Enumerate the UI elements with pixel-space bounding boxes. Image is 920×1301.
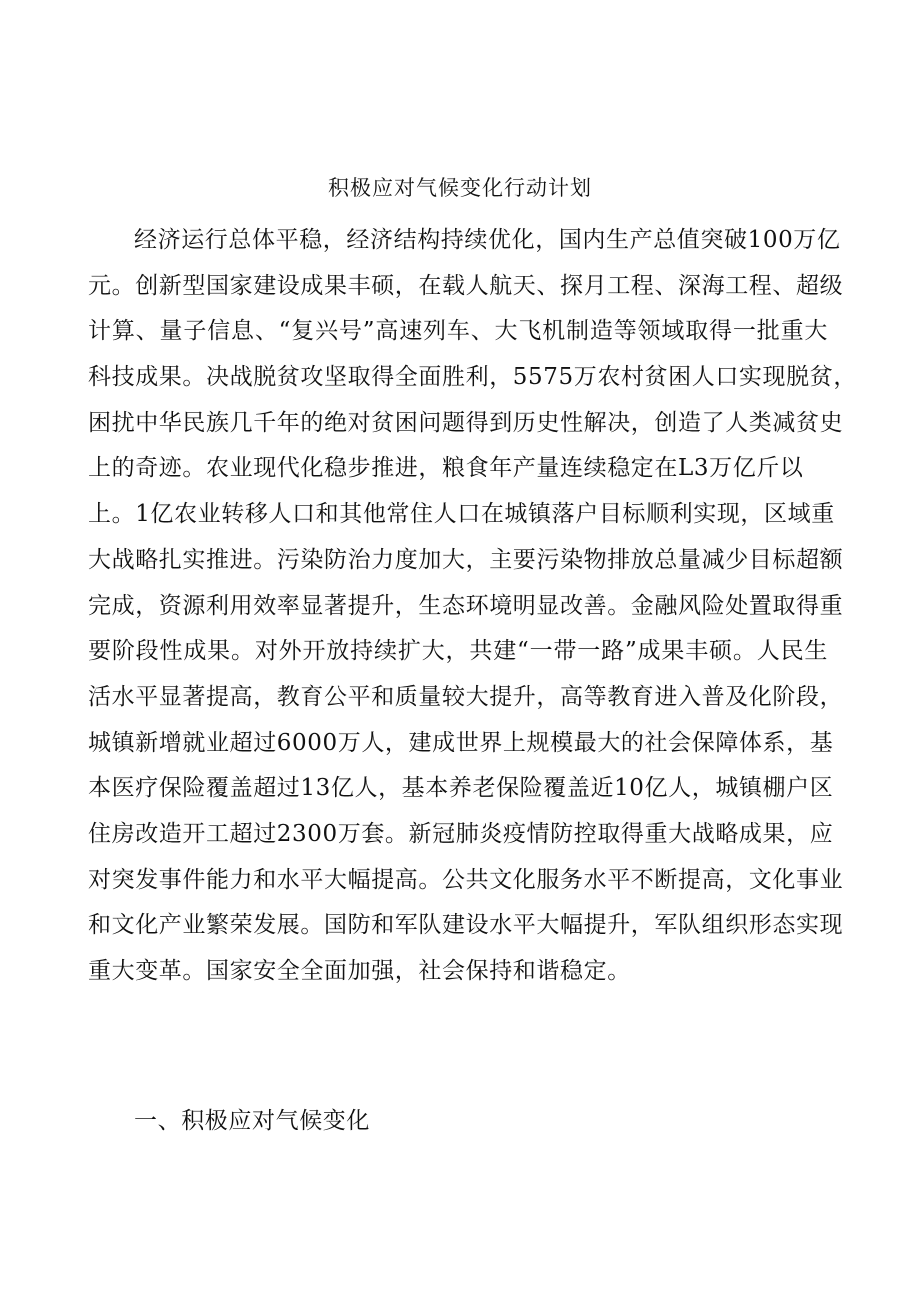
- paragraph-line: 完成，资源利用效率显著提升，生态环境明显改善。金融风险处置取得重: [88, 592, 844, 619]
- paragraph-line: 要阶段性成果。对外开放持续扩大，共建“一带一路”成果丰硕。人民生: [88, 638, 828, 665]
- paragraph-line: 重大变革。国家安全全面加强，社会保持和谐稳定。: [88, 958, 631, 984]
- paragraph-line: 和文化产业繁荣发展。国防和军队建设水平大幅提升，军队组织形态实现: [88, 912, 844, 939]
- paragraph-line: 对突发事件能力和水平大幅提高。公共文化服务水平不断提高，文化事业: [88, 866, 844, 893]
- paragraph-line: 元。创新型国家建设成果丰硕，在载人航天、探月工程、深海工程、超级: [88, 272, 844, 299]
- paragraph-line: 城镇新增就业超过6000万人，建成世界上规模最大的社会保障体系，基: [88, 729, 834, 756]
- paragraph-line: 本医疗保险覆盖超过13亿人，基本养老保险覆盖近10亿人，城镇棚户区: [88, 775, 834, 802]
- document-title: 积极应对气候变化行动计划: [328, 176, 592, 200]
- paragraph-line: 科技成果。决战脱贫攻坚取得全面胜利，5575万农村贫困人口实现脱贫，: [88, 364, 857, 391]
- paragraph-line: 大战略扎实推进。污染防治力度加大，主要污染物排放总量减少目标超额: [88, 546, 844, 573]
- paragraph-line: 困扰中华民族几千年的绝对贫困问题得到历史性解决，创造了人类减贫史: [88, 409, 844, 436]
- body-paragraph: [88, 218, 857, 995]
- paragraph-line: 上。1亿农业转移人口和其他常住人口在城镇落户目标顺利实现，区域重: [88, 501, 835, 528]
- paragraph-line: 计算、量子信息、“复兴号”高速列车、大飞机制造等领域取得一批重大: [88, 318, 828, 345]
- section-heading: 一、积极应对气候变化: [134, 1108, 370, 1134]
- paragraph-line: 活水平显著提高，教育公平和质量较大提升，高等教育进入普及化阶段，: [88, 683, 844, 710]
- paragraph-line: 上的奇迹。农业现代化稳步推进，粮食年产量连续稳定在L3万亿斤以: [88, 455, 804, 482]
- paragraph-line: 经济运行总体平稳，经济结构持续优化，国内生产总值突破100万亿: [134, 227, 841, 253]
- paragraph-line: 住房改造开工超过2300万套。新冠肺炎疫情防控取得重大战略成果，应: [88, 820, 834, 847]
